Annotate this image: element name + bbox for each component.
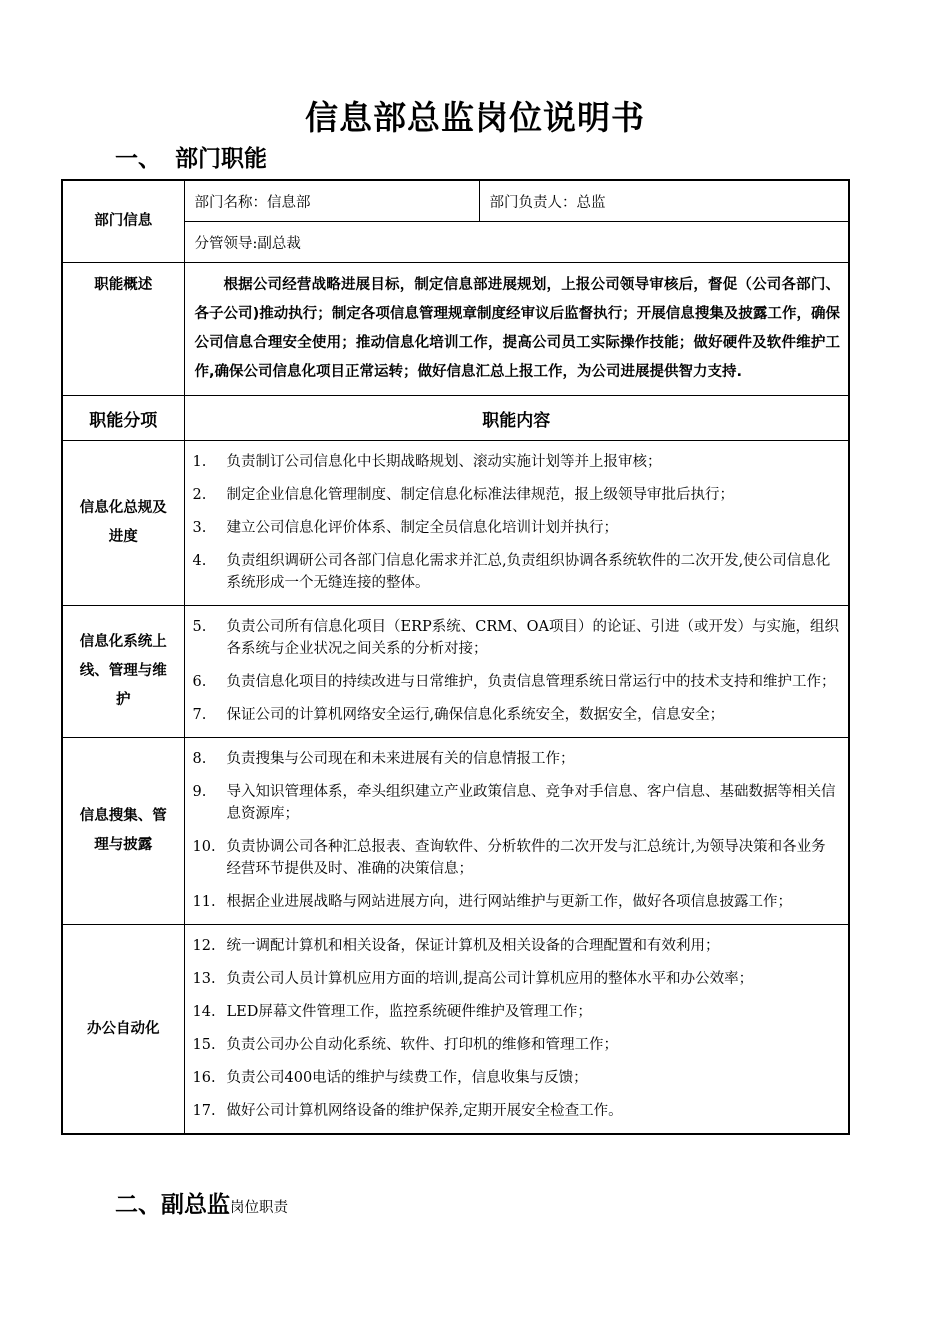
section-2-suffix: 岗位职责 [230, 1200, 288, 1216]
list-item [185, 891, 841, 913]
overview-text: 根据公司经营战略进展目标，制定信息部进展规划，上报公司领导审核后，督促（公司各部门、各子公司)推动执行；制定各项信息管理规章制度经审议后监督执行；开展信息搜集及披露工作，确保公司信息合理安全使用；推动信息化培训工作，提高公司员工实际操作技能；做好硬件及软件维护工作,确保公司信息化项目正常运转；做好信息汇总上报工作，为公司进展提供智力支持. [194, 277, 840, 380]
list-item [185, 748, 841, 770]
item-number: 16. [192, 1070, 216, 1086]
list-item [185, 781, 841, 825]
item-number: 3. [192, 520, 207, 536]
item-text: 建立公司信息化评价体系、制定全员信息化培训计划并执行； [226, 520, 618, 536]
document-title: 信息部总监岗位说明书 [305, 98, 645, 137]
item-number: 6. [192, 674, 207, 690]
item-text: 根据企业进展战略与网站进展方向，进行网站维护与更新工作，做好各项信息披露工作； [226, 894, 792, 910]
item-text: 负责信息化项目的持续改进与日常维护，负责信息管理系统日常运行中的技术支持和维护工作； [226, 674, 836, 690]
item-number: 11. [192, 894, 216, 910]
item-number: 1. [192, 454, 207, 470]
item-text: 负责制订公司信息化中长期战略规划、滚动实施计划等并上报审核； [226, 454, 662, 470]
item-text: 负责协调公司各种汇总报表、查询软件、分析软件的二次开发与汇总统计,为领导决策和各业务经营环节提供及时、准确的决策信息； [226, 839, 826, 877]
item-text: 负责公司办公自动化系统、软件、打印机的维修和管理工作； [226, 1037, 618, 1053]
list-item [185, 1001, 841, 1023]
dept-info-label: 部门信息 [62, 180, 184, 263]
item-number: 9. [192, 784, 207, 800]
list-item [185, 616, 841, 660]
function-group-row [62, 738, 849, 925]
list-item [185, 968, 841, 990]
column-header-category: 职能分项 [62, 396, 184, 441]
dept-name: 部门名称：信息部 [184, 180, 479, 222]
item-text: 负责公司人员计算机应用方面的培训,提高公司计算机应用的整体水平和办公效率； [226, 971, 754, 987]
item-number: 8. [192, 751, 207, 767]
function-group-label: 办公自动化 [62, 925, 184, 1135]
list-item [185, 671, 841, 693]
dept-leader: 分管领导:副总裁 [184, 222, 849, 263]
section-1-label: 部门职能 [175, 146, 267, 172]
overview-label: 职能概述 [62, 263, 184, 396]
list-item [185, 1067, 841, 1089]
item-text: 做好公司计算机网络设备的维护保养,定期开展安全检查工作。 [226, 1103, 623, 1119]
item-number: 5. [192, 619, 207, 635]
item-text: 统一调配计算机和相关设备，保证计算机及相关设备的合理配置和有效利用； [226, 938, 720, 954]
section-2-index: 二、 [115, 1192, 161, 1218]
item-number: 10. [192, 839, 216, 855]
function-group-label: 信息化系统上线、管理与维护 [62, 606, 184, 738]
item-text: 负责公司400电话的维护与续费工作，信息收集与反馈； [226, 1070, 588, 1086]
item-number: 12. [192, 938, 216, 954]
overview-cell [184, 263, 849, 396]
function-group-items [184, 738, 849, 925]
section-heading-2 [115, 1186, 288, 1219]
department-function-table [61, 179, 850, 1135]
column-header-content: 职能内容 [184, 396, 849, 441]
list-item [185, 1100, 841, 1122]
item-number: 17. [192, 1103, 216, 1119]
list-item [185, 484, 841, 506]
item-text: 负责搜集与公司现在和未来进展有关的信息情报工作； [226, 751, 575, 767]
item-text: 负责公司所有信息化项目（ERP系统、CRM、OA项目）的论证、引进（或开发）与实施，组织各系统与企业状况之间关系的分析对接； [226, 619, 839, 657]
function-groups [62, 441, 849, 1135]
item-text: 制定企业信息化管理制度、制定信息化标准法律规范，报上级领导审批后执行； [226, 487, 734, 503]
function-group-items [184, 925, 849, 1135]
section-2-label: 副总监 [161, 1192, 230, 1218]
function-group-items [184, 606, 849, 738]
item-number: 7. [192, 707, 207, 723]
function-group-row [62, 606, 849, 738]
function-group-row [62, 925, 849, 1135]
item-number: 14. [192, 1004, 216, 1020]
section-heading-1 [115, 140, 267, 173]
item-number: 13. [192, 971, 216, 987]
list-item [185, 935, 841, 957]
function-group-row [62, 441, 849, 606]
item-number: 2. [192, 487, 207, 503]
list-item [185, 451, 841, 473]
list-item [185, 836, 841, 880]
list-item [185, 704, 841, 726]
item-number: 15. [192, 1037, 216, 1053]
list-item [185, 517, 841, 539]
list-item [185, 550, 841, 594]
item-text: LED屏幕文件管理工作，监控系统硬件维护及管理工作； [226, 1004, 592, 1020]
function-group-items [184, 441, 849, 606]
item-text: 导入知识管理体系，牵头组织建立产业政策信息、竞争对手信息、客户信息、基础数据等相关信息资源库； [226, 784, 836, 822]
list-item [185, 1034, 841, 1056]
item-text: 负责组织调研公司各部门信息化需求并汇总,负责组织协调各系统软件的二次开发,使公司信息化系统形成一个无缝连接的整体。 [226, 553, 831, 591]
dept-head: 部门负责人：总监 [479, 180, 849, 222]
function-group-label: 信息化总规及进度 [62, 441, 184, 606]
item-number: 4. [192, 553, 207, 569]
section-1-index: 一、 [115, 146, 161, 172]
item-text: 保证公司的计算机网络安全运行,确保信息化系统安全，数据安全，信息安全； [226, 707, 725, 723]
function-group-label: 信息搜集、管理与披露 [62, 738, 184, 925]
